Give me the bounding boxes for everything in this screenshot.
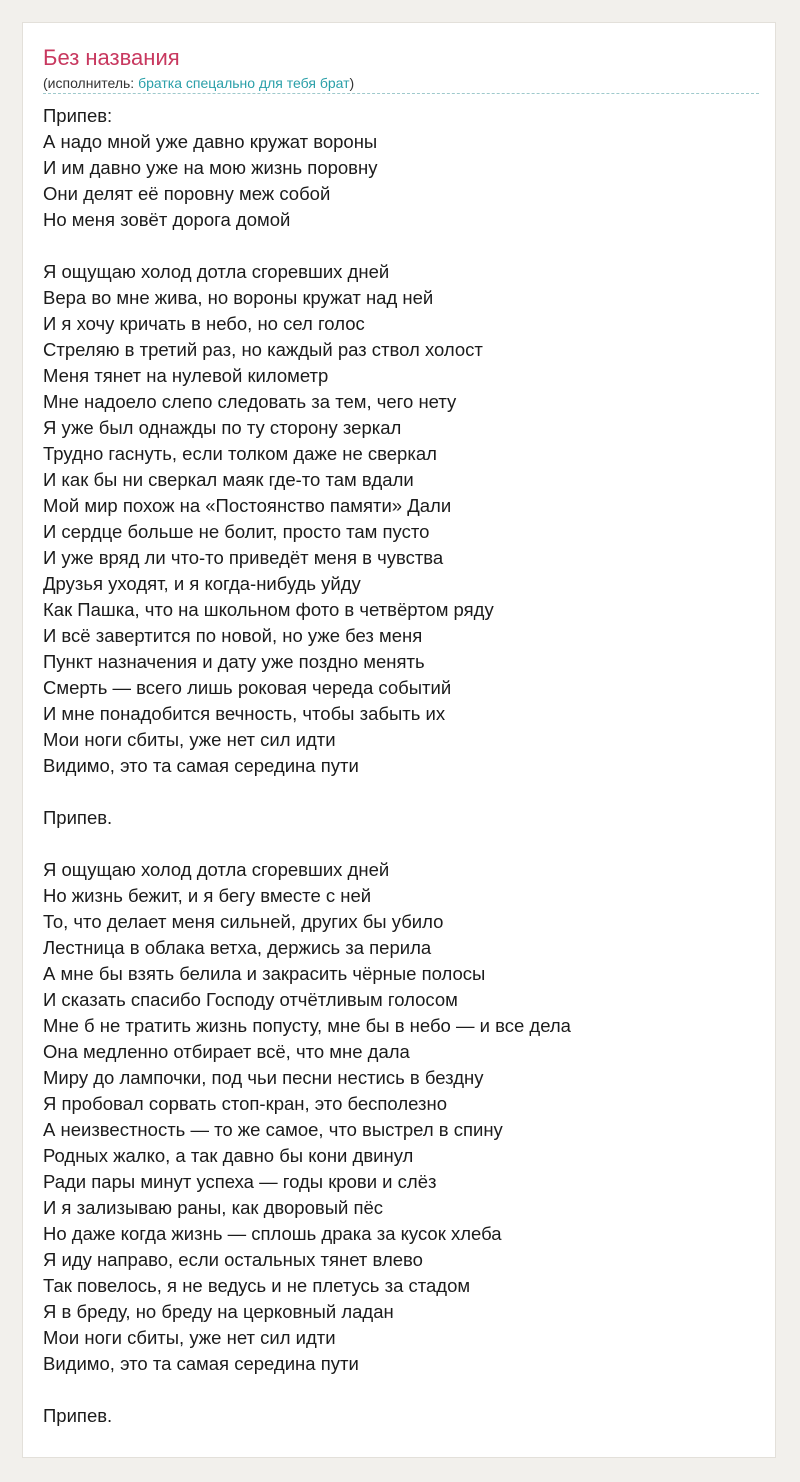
lyric-line: Мои ноги сбиты, уже нет сил идти [43,1327,336,1348]
lyric-line: Как Пашка, что на школьном фото в четвёртом ряду [43,599,494,620]
lyric-line: Меня тянет на нулевой километр [43,365,329,386]
lyric-line: Так повелось, я не ведусь и не плетусь за стадом [43,1275,471,1296]
lyric-line: Смерть — всего лишь роковая череда событий [43,677,452,698]
lyric-line: И уже вряд ли что-то приведёт меня в чувства [43,547,444,568]
lyrics-stanza [43,1403,759,1429]
lyric-line: Друзья уходят, и я когда-нибудь уйду [43,573,361,594]
lyric-line: Я ощущаю холод дотла сгоревших дней [43,261,390,282]
lyric-line: А надо мной уже давно кружат вороны [43,131,378,152]
lyric-line: И им давно уже на мою жизнь поровну [43,157,378,178]
lyric-line: И я хочу кричать в небо, но сел голос [43,313,365,334]
lyrics-stanza [43,103,759,233]
lyric-line: И мне понадобится вечность, чтобы забыть их [43,703,446,724]
lyric-line: Видимо, это та самая середина пути [43,1353,359,1374]
lyrics-stanza [43,259,759,779]
artist-suffix: ) [349,75,355,91]
lyric-line: Я ощущаю холод дотла сгоревших дней [43,859,390,880]
lyric-line: Я пробовал сорвать стоп-кран, это бесполезно [43,1093,447,1114]
lyric-line: Видимо, это та самая середина пути [43,755,359,776]
lyric-line: Стреляю в третий раз, но каждый раз ствол холост [43,339,483,360]
artist-link[interactable]: братка спецально для тебя брат [138,75,350,91]
artist-line [43,74,354,92]
lyric-line: Ради пары минут успеха — годы крови и слёз [43,1171,437,1192]
lyric-line: Мне надоело слепо следовать за тем, чего нету [43,391,457,412]
lyric-line: Я иду направо, если остальных тянет влево [43,1249,423,1270]
lyric-line: Мой мир похож на «Постоянство памяти» Дали [43,495,452,516]
lyric-line: А мне бы взять белила и закрасить чёрные полосы [43,963,486,984]
lyrics-stanza [43,805,759,831]
artist-prefix: (исполнитель: [43,75,139,91]
lyric-line: Родных жалко, а так давно бы кони двинул [43,1145,414,1166]
lyric-line: Мои ноги сбиты, уже нет сил идти [43,729,336,750]
lyric-line: Вера во мне жива, но вороны кружат над ней [43,287,434,308]
lyric-line: Но меня зовёт дорога домой [43,209,291,230]
lyric-line: И всё завертится по новой, но уже без меня [43,625,423,646]
lyric-line: Припев: [43,105,113,126]
lyric-line: Но жизнь бежит, и я бегу вместе с ней [43,885,372,906]
lyric-line: Но даже когда жизнь — сплошь драка за кусок хлеба [43,1223,502,1244]
song-title: Без названия [43,45,180,70]
lyric-line: И сказать спасибо Господу отчётливым голосом [43,989,458,1010]
lyric-line: И я зализываю раны, как дворовый пёс [43,1197,384,1218]
lyric-line: Она медленно отбирает всё, что мне дала [43,1041,410,1062]
lyrics-stanza [43,857,759,1377]
lyric-line: Они делят её поровну меж собой [43,183,331,204]
lyric-line: Припев. [43,1405,113,1426]
lyric-line: Мне б не тратить жизнь попусту, мне бы в небо — и все дела [43,1015,571,1036]
lyric-line: И сердце больше не болит, просто там пусто [43,521,430,542]
lyric-line: То, что делает меня сильней, других бы убило [43,911,444,932]
lyric-line: Трудно гаснуть, если толком даже не сверкал [43,443,437,464]
lyric-line: А неизвестность — то же самое, что выстрел в спину [43,1119,503,1140]
lyric-line: Я в бреду, но бреду на церковный ладан [43,1301,394,1322]
lyric-line: Миру до лампочки, под чьи песни нестись в бездну [43,1067,484,1088]
lyric-line: Я уже был однажды по ту сторону зеркал [43,417,402,438]
lyric-line: Пункт назначения и дату уже поздно менять [43,651,425,672]
lyrics-body [43,103,759,1429]
lyric-line: И как бы ни сверкал маяк где-то там вдали [43,469,414,490]
lyric-line: Припев. [43,807,113,828]
lyrics-card [22,22,776,1458]
title-divider [43,93,759,94]
lyric-line: Лестница в облака ветха, держись за перила [43,937,432,958]
